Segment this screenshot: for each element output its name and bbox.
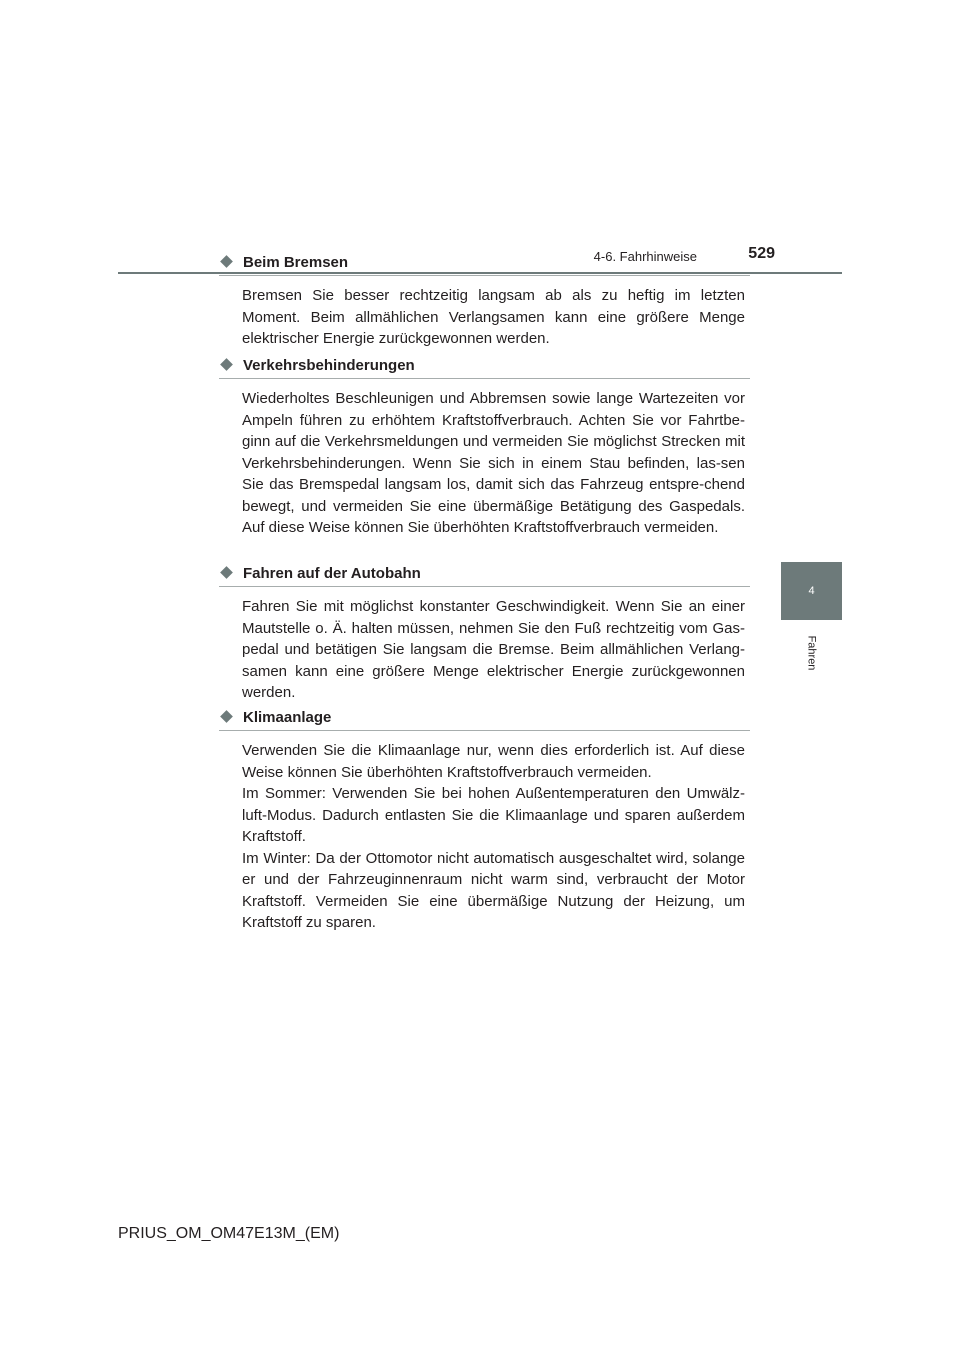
diamond-bullet-icon — [220, 566, 233, 579]
diamond-bullet-icon — [220, 255, 233, 268]
page-number: 529 — [748, 245, 775, 262]
section-beim-bremsen — [219, 253, 750, 350]
section-paragraph: Wiederholtes Beschleunigen und Abbremsen sowie lange Wartezeiten vor Ampeln führen zu erhöhtem Kraftstoffverbrauch. Achten Sie vor Fahrtbe-ginn auf die Verkehrsmeldungen und vermeiden Sie möglichst Strecken mit Verkehrsbehinderungen. Wenn Sie sich in einem Stau befinden, las-sen Sie das Bremspedal langsam los, damit sich das Fahrzeug entspre-chend bewegt, und vermeiden Sie eine übermäßige Betätigung des Gaspedals. Auf diese Weise können Sie überhöhten Kraftstoffverbrauch vermeiden. — [242, 390, 745, 536]
section-heading-text: Fahren auf der Autobahn — [243, 565, 421, 582]
section-heading-text: Beim Bremsen — [243, 254, 349, 271]
footer-document-code: PRIUS_OM_OM47E13M_(EM) — [118, 1225, 340, 1242]
header-section-title: 4-6. Fahrhinweise — [593, 249, 697, 264]
section-paragraph: Verwenden Sie die Klimaanlage nur, wenn dies erforderlich ist. Auf diese Weise können Sie überhöhten Kraftstoffverbrauch vermeiden. — [242, 742, 745, 781]
section-verkehrsbehinderungen — [219, 356, 750, 539]
section-paragraph: Bremsen Sie besser rechtzeitig langsam ab als zu heftig im letzten Moment. Beim allmählichen Verlangsamen kann eine größere Menge elektrischer Energie zurückgewonnen werden. — [242, 287, 745, 347]
chapter-tab — [781, 562, 842, 620]
section-paragraph: Im Sommer: Verwenden Sie bei hohen Außentemperaturen den Umwälz-luft-Modus. Dadurch entlasten Sie die Klimaanlage und sparen außerdem Kraftstoff. — [242, 785, 745, 845]
section-heading-text: Klimaanlage — [243, 709, 332, 726]
chapter-label — [781, 628, 842, 678]
diamond-bullet-icon — [220, 358, 233, 371]
diamond-bullet-icon — [220, 710, 233, 723]
chapter-title: Fahren — [805, 635, 818, 671]
section-heading-text: Verkehrsbehinderungen — [243, 357, 415, 374]
chapter-number: 4 — [808, 585, 815, 597]
section-klimaanlage — [219, 708, 750, 934]
section-heading — [219, 253, 750, 276]
section-paragraph: Fahren Sie mit möglichst konstanter Geschwindigkeit. Wenn Sie an einer Mautstelle o. Ä. halten müssen, nehmen Sie den Fuß rechtzeitig vom Gas-pedal und betätigen Sie langsam die Bremse. Beim allmählichen Verlang-samen kann eine größere Menge elektrischer Energie zurückgewonnen werden. — [242, 598, 745, 701]
section-heading — [219, 356, 750, 379]
section-paragraph: Im Winter: Da der Ottomotor nicht automatisch ausgeschaltet wird, solange er und der Fahrzeuginnenraum nicht warm sind, verbraucht der Motor Kraftstoff. Vermeiden Sie eine übermäßige Nutzung der Heizung, um Kraftstoff zu sparen. — [242, 849, 745, 931]
section-fahren-auf-der-autobahn — [219, 564, 750, 704]
section-heading — [219, 708, 750, 731]
section-heading — [219, 564, 750, 587]
